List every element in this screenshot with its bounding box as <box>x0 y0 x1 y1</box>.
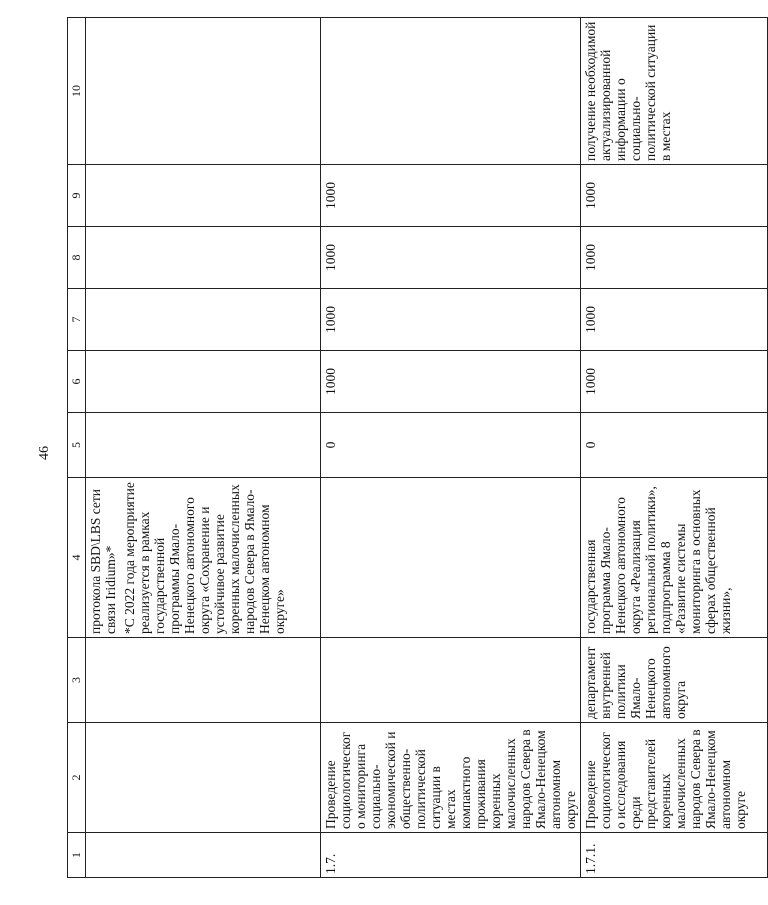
rotated-page <box>67 18 748 878</box>
cell-name: Проведение социологического мониторинга социально-экономической и общественно-политической ситуации в местах компактного проживания коренных малочисленных народов Севера в Ямало-Ненецком автономном округе <box>321 723 581 833</box>
cell-col8: 1000 <box>581 227 768 289</box>
cell-num: 1.7.1. <box>581 833 768 878</box>
cell-col5: 0 <box>321 413 581 478</box>
cell-responsible <box>321 638 581 723</box>
cell-name <box>86 723 321 833</box>
program-text: протокола SBD\LBS сети связи Iridium»* <box>88 489 118 634</box>
cell-col6 <box>86 351 321 413</box>
cell-program: государственная программа Ямало-Ненецкого автономного округа «Реализация региональной политики», подпрограмма 8 «Развитие системы мониторинга в основных сферах общественной жизни», <box>581 478 768 638</box>
cell-col5: 0 <box>581 413 768 478</box>
table-row <box>581 18 768 878</box>
page-number: 46 <box>37 446 52 460</box>
cell-program <box>321 478 581 638</box>
cell-col5 <box>86 413 321 478</box>
cell-col6: 1000 <box>321 351 581 413</box>
cell-program <box>86 478 321 638</box>
cell-num <box>86 833 321 878</box>
cell-name: Проведение социологического исследования среди представителей коренных малочисленных народов Севера в Ямало-Ненецком автономном округе <box>581 723 768 833</box>
table-row <box>86 18 321 878</box>
col-header-2: 2 <box>68 723 86 833</box>
cell-col7: 1000 <box>581 289 768 351</box>
cell-result: получение необходимой актуализированной информации о социально-политической ситуации в местах <box>581 18 768 165</box>
activities-table <box>67 17 768 878</box>
cell-result <box>321 18 581 165</box>
col-header-6: 6 <box>68 351 86 413</box>
col-header-5: 5 <box>68 413 86 478</box>
cell-num: 1.7. <box>321 833 581 878</box>
col-header-10: 10 <box>68 18 86 165</box>
col-header-8: 8 <box>68 227 86 289</box>
cell-col9 <box>86 165 321 227</box>
col-header-3: 3 <box>68 638 86 723</box>
cell-col8 <box>86 227 321 289</box>
cell-responsible: департамент внутренней политики Ямало-Ненецкого автономного округа <box>581 638 768 723</box>
col-header-9: 9 <box>68 165 86 227</box>
column-header-row <box>68 18 86 878</box>
cell-col7 <box>86 289 321 351</box>
cell-responsible <box>86 638 321 723</box>
program-note: *С 2022 года мероприятие реализуется в рамках государственной программы Ямало-Ненецкого автономного округа «Сохранение и устойчивое развитие коренных малочисленных народов Севера в Ямало-Ненецком автономном округе» <box>122 482 287 634</box>
cell-col7: 1000 <box>321 289 581 351</box>
cell-col6: 1000 <box>581 351 768 413</box>
cell-col9: 1000 <box>581 165 768 227</box>
cell-col8: 1000 <box>321 227 581 289</box>
col-header-1: 1 <box>68 833 86 878</box>
cell-result <box>86 18 321 165</box>
col-header-7: 7 <box>68 289 86 351</box>
col-header-4: 4 <box>68 478 86 638</box>
table-row <box>321 18 581 878</box>
cell-col9: 1000 <box>321 165 581 227</box>
